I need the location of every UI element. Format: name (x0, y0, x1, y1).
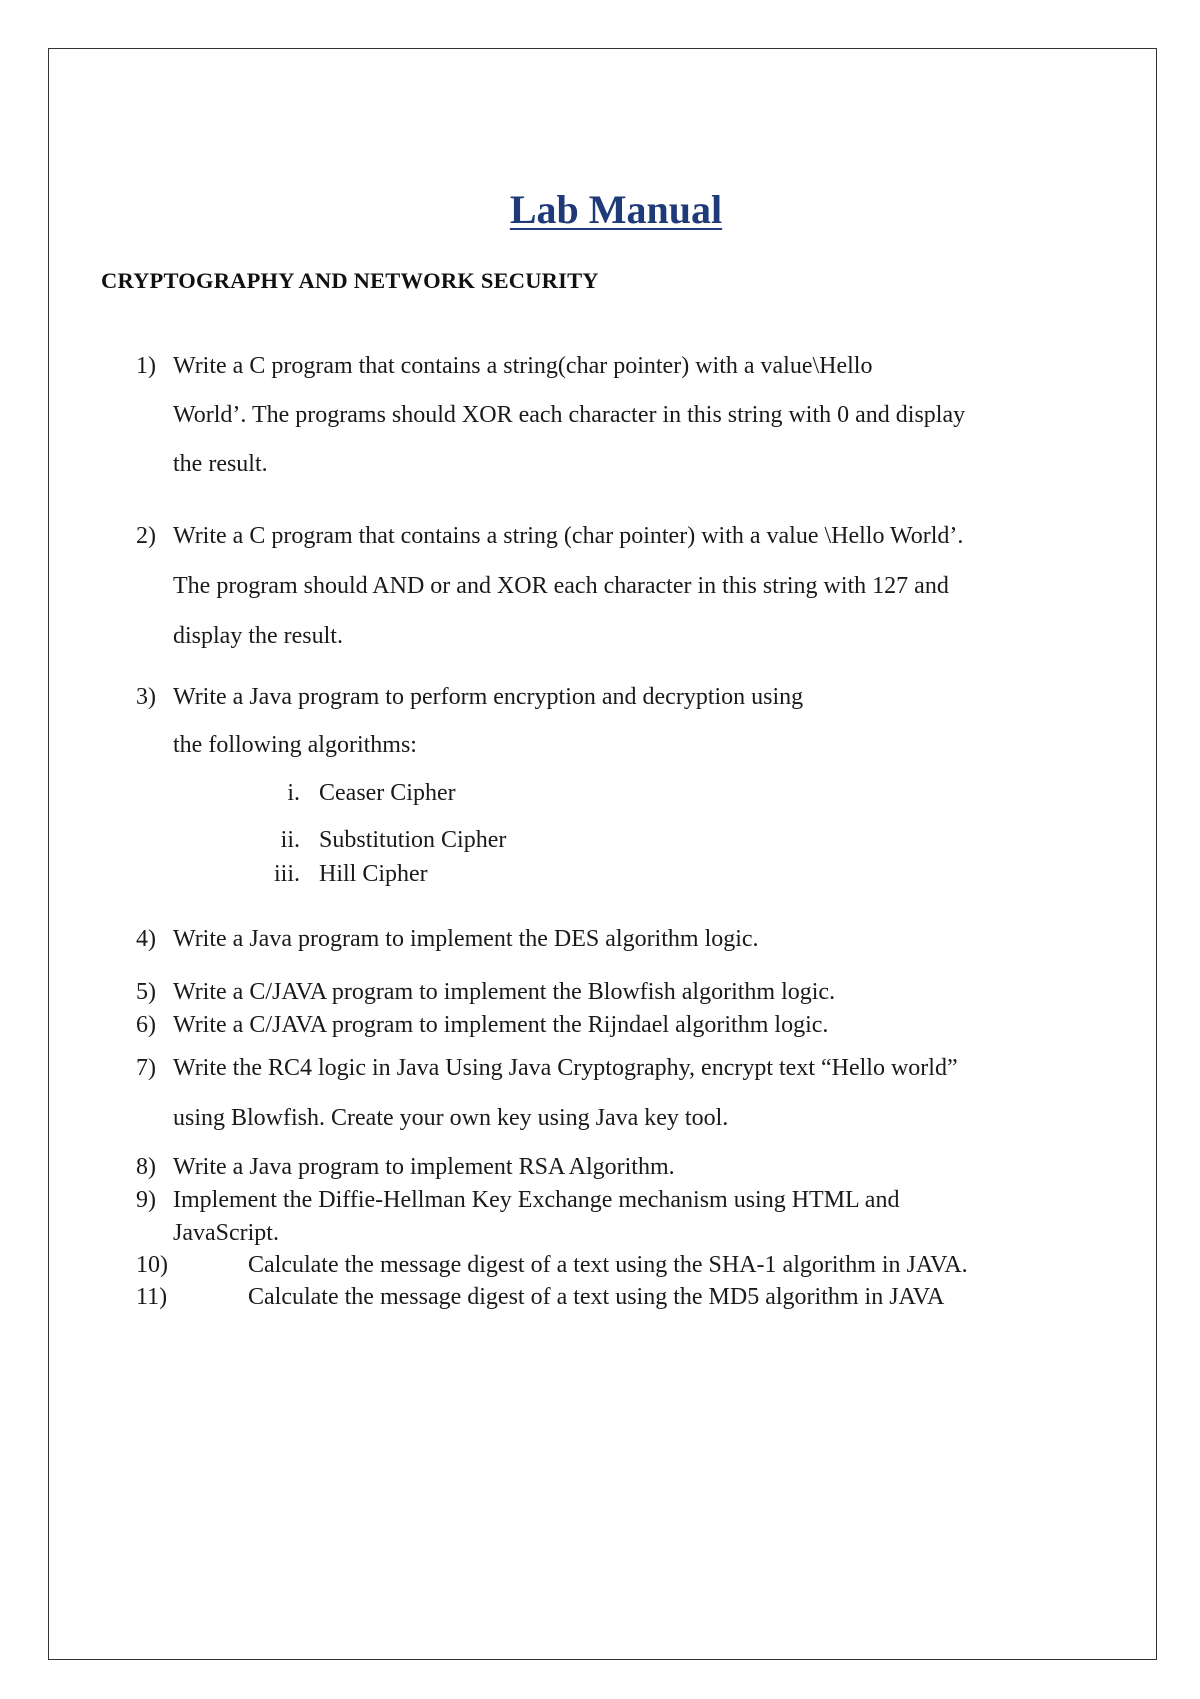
item-text-line: using Blowfish. Create your own key using Java key tool. (173, 1105, 729, 1131)
subitem-text: Substitution Cipher (319, 827, 507, 853)
item-text-line: The program should AND or and XOR each character in this string with 127 and (173, 573, 949, 599)
subitem-text: Ceaser Cipher (319, 780, 456, 806)
item-text-line: Write the RC4 logic in Java Using Java Cryptography, encrypt text “Hello world” (173, 1055, 958, 1081)
item-number: 10) (136, 1252, 168, 1278)
item-number: 7) (136, 1055, 156, 1081)
item-number: 5) (136, 979, 156, 1005)
item-number: 9) (136, 1187, 156, 1213)
item-text-line: Calculate the message digest of a text using the MD5 algorithm in JAVA (248, 1284, 945, 1310)
item-number: 3) (136, 684, 156, 710)
item-text-line: Write a Java program to perform encryption and decryption using (173, 684, 804, 710)
item-text-line: Calculate the message digest of a text using the SHA-1 algorithm in JAVA. (248, 1252, 968, 1278)
item-number: 1) (136, 353, 156, 379)
item-text-line: JavaScript. (173, 1220, 279, 1246)
item-text-line: the following algorithms: (173, 732, 417, 758)
item-text-line: display the result. (173, 623, 343, 649)
item-text-line: Write a Java program to implement RSA Algorithm. (173, 1154, 675, 1180)
item-number: 4) (136, 926, 156, 952)
item-text-line: Write a C/JAVA program to implement the Blowfish algorithm logic. (173, 979, 836, 1005)
item-number: 8) (136, 1154, 156, 1180)
page-title: Lab Manual (509, 187, 723, 232)
item-text-line: Implement the Diffie-Hellman Key Exchange mechanism using HTML and (173, 1187, 900, 1213)
item-text-line: World’. The programs should XOR each character in this string with 0 and display (173, 402, 966, 428)
subitem-number: iii. (273, 861, 300, 887)
subitem-text: Hill Cipher (319, 861, 428, 887)
item-text-line: Write a C program that contains a string(char pointer) with a value\Hello (173, 353, 873, 379)
item-text-line: Write a Java program to implement the DES algorithm logic. (173, 926, 759, 952)
item-text-line: the result. (173, 451, 268, 477)
item-text-line: Write a C/JAVA program to implement the Rijndael algorithm logic. (173, 1012, 829, 1038)
item-text-line: Write a C program that contains a string (char pointer) with a value \Hello World’. (173, 523, 964, 549)
course-subtitle: CRYPTOGRAPHY AND NETWORK SECURITY (101, 268, 599, 293)
item-number: 2) (136, 523, 156, 549)
subitem-number: ii. (280, 827, 300, 853)
subitem-number: i. (287, 780, 300, 806)
item-number: 6) (136, 1012, 156, 1038)
item-number: 11) (136, 1284, 168, 1310)
